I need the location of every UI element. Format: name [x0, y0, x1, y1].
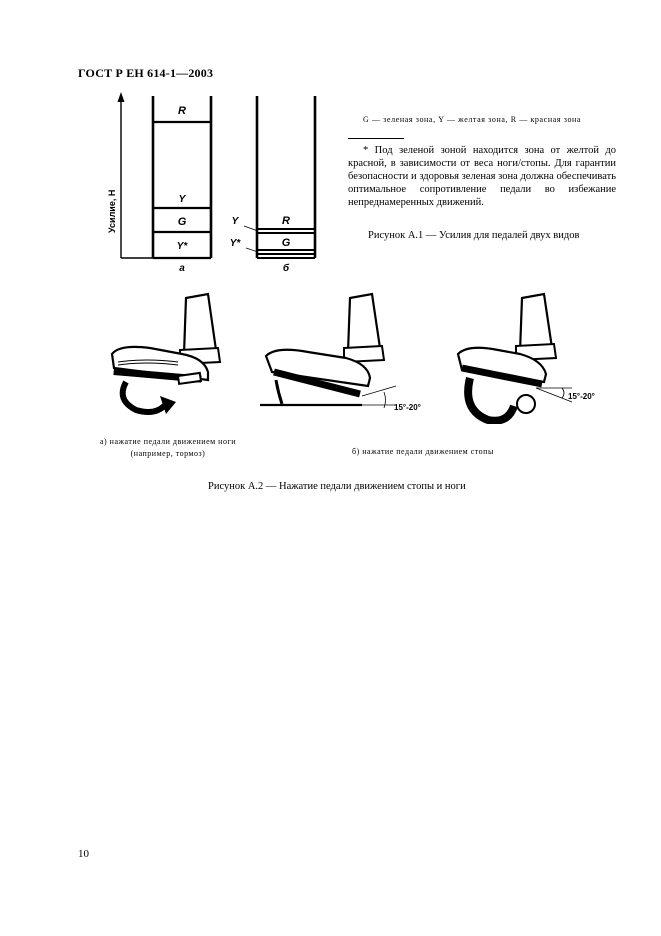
trouser-leg	[348, 294, 380, 352]
subcaption-a-line1: а) нажатие педали движением ноги	[99, 437, 237, 446]
zone-label-y: Y	[178, 194, 186, 205]
zone-label-g: G	[177, 216, 187, 228]
motion-arrow	[123, 382, 166, 412]
footnote: * Под зеленой зоной находится зона от желтой до красной, в зависимости от веса ноги/стопы. Для гарантии безопасности и здоровья зеленая зона должна обеспечивать оптимальное сопротивление педали во избежание непреднамеренных движений.	[348, 145, 616, 208]
leg-press-illustration	[112, 294, 220, 414]
angle-arc	[562, 388, 564, 398]
side-label-y-star: Y*	[229, 238, 241, 249]
heel	[178, 373, 201, 384]
angle-label: 15°-20°	[568, 392, 595, 401]
force-zones-diagram	[100, 88, 330, 278]
force-axis-label: Усилие, Н	[107, 189, 117, 233]
pedal-panel-a	[153, 96, 211, 274]
footnote-rule	[348, 138, 404, 139]
subcaption-a	[88, 436, 248, 460]
page-number: 10	[78, 848, 89, 860]
zone-label-y-star: Y*	[176, 241, 188, 252]
pedal-panel-b	[230, 96, 315, 274]
pedal-press-illustrations	[100, 292, 620, 424]
pedal-lever	[468, 378, 514, 421]
zone-label-g: G	[281, 237, 291, 249]
pedal-arm	[276, 380, 282, 404]
panel-label-b: б	[282, 263, 290, 274]
zone-label-r: R	[178, 105, 186, 117]
zone-label-r: R	[282, 215, 290, 227]
reference-line	[362, 386, 396, 396]
subcaption-a-line2: (например, тормоз)	[130, 449, 206, 458]
angle-label: 15°-20°	[394, 403, 421, 412]
foot-press-rotary-illustration	[458, 294, 595, 421]
document-header: ГОСТ Р ЕН 614-1—2003	[78, 66, 214, 80]
axis-arrow-icon	[118, 92, 125, 102]
subcaption-b: б) нажатие педали движением стопы	[352, 447, 494, 456]
panel-label-a: а	[179, 263, 185, 274]
trouser-leg	[520, 294, 552, 352]
foot-press-hinged-illustration	[260, 294, 421, 412]
angle-arc	[384, 392, 386, 408]
zone-legend: G — зеленая зона, Y — желтая зона, R — красная зона	[363, 115, 582, 124]
pivot-roller	[517, 395, 535, 413]
side-label-y: Y	[231, 216, 239, 227]
figure-a1-caption: Рисунок А.1 — Усилия для педалей двух видов	[368, 230, 580, 241]
trouser-leg	[184, 294, 216, 354]
figure-a2-caption: Рисунок А.2 — Нажатие педали движением стопы и ноги	[208, 481, 466, 492]
reference-line	[536, 388, 572, 402]
